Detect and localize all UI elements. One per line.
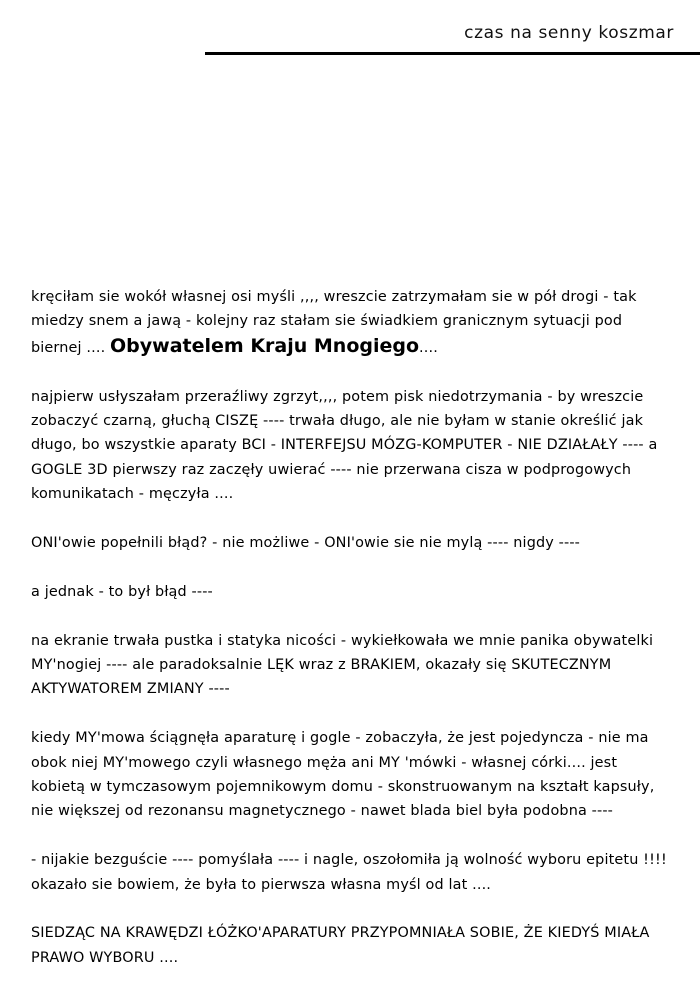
paragraph-1-text: kręciłam sie wokół własnej osi myśli ,,,, wreszcie zatrzymałam sie w pół drogi - tak miedzy snem a jawą - kolejny raz stałam sie świadkiem granicznym sytuacji pod biernej .... <box>31 289 637 356</box>
page-header-title: czas na senny koszmar <box>464 23 674 43</box>
paragraph-1-ellipsis: .... <box>419 339 438 356</box>
paragraph-6: kiedy MY'mowa ściągnęła aparaturę i gogle - zobaczyła, że jest pojedyncza - nie ma obok niej MY'mowego czyli własnego męża ani MY 'mówki - własnej córki.... jest kobietą w tymczasowym pojemnikowym domu - skonstruowanym na kształt kapsuły, nie większej od rezonansu magnetycznego - nawet blada biel była podobna ---- <box>31 730 655 820</box>
paragraph-2: najpierw usłyszałam przeraźliwy zgrzyt,,,, potem pisk niedotrzymania - by wreszcie zobaczyć czarną, głuchą CISZĘ ---- trwała długo, ale nie byłam w stanie określić jak długo, bo wszystkie aparaty BCI - INTERFEJSU MÓZG-KOMPUTER - NIE DZIAŁAŁY ---- a GOGLE 3D pierwszy raz zaczęły uwierać ---- nie przerwana cisza w podprogowych komunikatach - męczyła .... <box>31 388 658 503</box>
paragraph-5: na ekranie trwała pustka i statyka nicości - wykiełkowała we mnie panika obywatelki MY'nogiej ---- ale paradoksalnie LĘK wraz z BRAKIEM, okazały się SKUTECZNYM AKTYWATOREM ZMIANY ---- <box>31 632 654 698</box>
header-divider <box>205 52 700 55</box>
emphasized-phrase: Obywatelem Kraju Mnogiego <box>110 334 420 357</box>
paragraph-8: SIEDZĄC NA KRAWĘDZI ŁÓŻKO'APARATURY PRZYPOMNIAŁA SOBIE, ŻE KIEDYŚ MIAŁA PRAWO WYBORU .... <box>31 925 650 966</box>
paragraph-1 <box>31 285 671 360</box>
paragraph-7: - nijakie bezguście ---- pomyślała ---- i nagle, oszołomiła ją wolność wyboru epitetu !!!! okazało sie bowiem, że była to pierwsza własna myśl od lat .... <box>31 852 667 893</box>
text-body <box>31 285 671 995</box>
paragraph-3: ONI'owie popełnili błąd? - nie możliwe - ONI'owie sie nie mylą ---- nigdy ---- <box>31 535 581 552</box>
paragraph-4: a jednak - to był błąd ---- <box>31 583 213 600</box>
